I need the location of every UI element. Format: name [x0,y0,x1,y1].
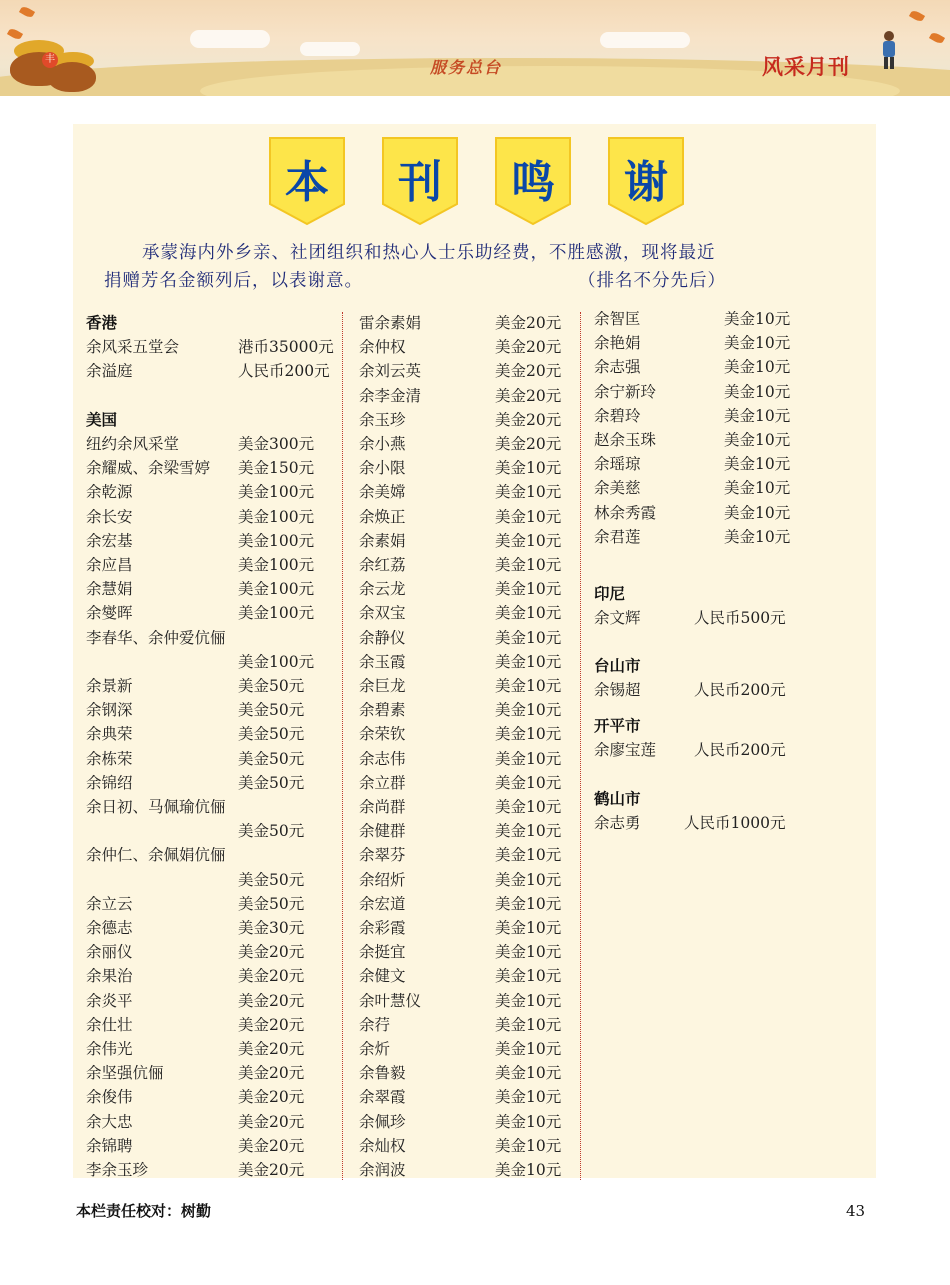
region-heading: 香港 [86,314,118,332]
donor-name: 余玉霞 [359,652,406,671]
donor-row [594,738,809,762]
donation-amount: 美金10元 [495,846,562,865]
donor-name: 余丽仪 [86,943,133,962]
donor-row [594,380,809,404]
donation-amount: 美金100元 [238,604,315,623]
region-heading: 印尼 [594,585,626,603]
donation-amount: 美金10元 [495,1136,562,1155]
donation-amount: 美金10元 [495,1161,562,1179]
title-char: 谢 [624,157,668,208]
donor-name: 余仕壮 [86,1015,133,1034]
donor-name: 余宏基 [86,531,133,550]
donor-name: 余灿权 [359,1136,406,1155]
donation-amount: 美金10元 [495,1064,562,1083]
donation-amount: 美金10元 [495,1015,562,1034]
donation-amount: 美金20元 [495,435,562,453]
donation-amount: 美金20元 [495,410,562,429]
header-banner [0,0,950,96]
donor-name: 余荣钦 [359,725,406,744]
title-tile [381,136,459,226]
donor-row [594,452,809,476]
column-divider [342,312,343,1180]
donor-row [86,843,336,867]
donation-amount: 美金10元 [724,527,791,546]
donation-amount: 美金20元 [238,1064,305,1083]
donor-row [359,747,574,771]
donor-row [359,529,574,553]
donor-row [359,722,574,746]
donor-row [359,1158,574,1182]
cloud-decoration [600,32,690,48]
donation-amount: 美金10元 [495,459,562,478]
donor-name: 余燮晖 [86,604,133,623]
donation-amount: 美金20元 [238,1136,305,1155]
donor-name: 雷余素娟 [359,314,422,332]
donation-amount: 美金10元 [495,1088,562,1107]
donor-row [86,892,336,916]
seal-icon: 丰 [42,52,58,68]
donor-row [359,964,574,988]
donation-amount: 人民币200元 [238,362,330,381]
donor-row [359,432,574,456]
donor-name: 余绍炘 [359,870,406,889]
donation-amount: 美金10元 [724,455,791,474]
donor-row [86,601,336,625]
donation-amount: 美金20元 [495,338,562,357]
donor-row [86,916,336,940]
donation-amount: 美金50元 [238,677,305,695]
donor-row [86,432,336,456]
donor-name: 余俊伟 [86,1088,133,1107]
ranking-note: （排名不分先后） [578,271,726,291]
donation-amount: 美金20元 [238,1015,305,1034]
donation-amount: 港币35000元 [238,338,334,357]
leaf-icon [909,9,925,23]
donor-row [86,698,336,722]
donation-amount: 美金20元 [238,991,305,1010]
donation-amount: 美金10元 [495,919,562,937]
donor-name: 余彩霞 [359,919,406,937]
donation-amount: 美金10元 [495,798,562,816]
donor-row [86,1037,336,1061]
title-tile [607,136,685,226]
donor-name: 林余秀霞 [594,503,657,522]
region-heading: 台山市 [594,657,641,675]
title-char: 鸣 [511,157,555,208]
donor-row [86,480,336,504]
donor-row [359,553,574,577]
donor-row [359,819,574,843]
region-heading: 开平市 [594,717,641,735]
donor-row [594,476,809,500]
donor-name: 余德志 [86,919,133,937]
donor-row [594,501,809,525]
donation-amount: 美金20元 [238,1040,305,1058]
donor-row [86,819,336,843]
donor-name: 余乾源 [86,483,133,502]
donor-name: 余瑶琼 [594,455,641,474]
donation-amount: 美金10元 [495,870,562,889]
donor-row [359,384,574,408]
donor-name: 余大忠 [86,1112,133,1131]
donor-row [359,771,574,795]
donation-amount: 美金10元 [495,507,562,526]
donor-row [86,1110,336,1134]
donation-amount: 美金10元 [724,406,791,425]
donor-row [359,505,574,529]
donor-row [359,1085,574,1109]
donation-amount: 人民币200元 [694,681,786,699]
donor-name: 余翠霞 [359,1088,406,1107]
donor-name: 余鲁毅 [359,1064,406,1083]
donor-name: 余君莲 [594,527,641,546]
cloud-decoration [190,30,270,48]
page-title [268,136,688,228]
donor-name: 余志强 [594,358,641,377]
donor-name: 余宁新玲 [594,382,657,401]
donor-name: 余钢深 [86,701,133,720]
leaf-icon [19,5,35,19]
donation-amount: 美金10元 [724,431,791,449]
donor-name: 余慧娟 [86,580,133,599]
farmer-illustration [878,30,900,70]
donor-name: 余荇 [359,1015,391,1034]
donation-amount: 美金10元 [724,310,791,328]
donor-name: 余健群 [359,822,406,841]
donor-name: 余刘云英 [359,362,422,381]
donor-name: 余果治 [86,967,133,986]
donor-name: 余炎平 [86,991,133,1010]
donation-amount: 美金20元 [495,386,562,405]
donation-amount: 美金10元 [495,991,562,1010]
magazine-title: 风采月刊 [762,54,850,79]
donor-row [86,868,336,892]
donation-amount: 美金100元 [238,556,315,574]
donor-row [86,795,336,819]
donor-name: 余景新 [86,677,133,695]
donor-name: 余耀威、余梁雪婷 [86,459,211,478]
donor-name: 余仲仁、余佩娟伉俪 [86,846,226,865]
donation-amount: 美金10元 [495,604,562,623]
donor-name: 余润波 [359,1161,406,1179]
donor-name: 余小限 [359,459,406,478]
donor-row [86,1013,336,1037]
donor-name: 余锦聘 [86,1136,133,1155]
section-title: 服务总台 [430,58,503,77]
donation-amount: 美金10元 [495,652,562,671]
donor-row [359,892,574,916]
donation-amount: 美金50元 [238,701,305,720]
donor-row [359,698,574,722]
donor-row [86,1061,336,1085]
donation-amount: 美金100元 [238,483,315,502]
donor-row [359,1134,574,1158]
donor-name: 余健文 [359,967,406,986]
donor-row [359,626,574,650]
donation-amount: 美金20元 [238,967,305,986]
donor-row [86,456,336,480]
donor-name: 余立云 [86,894,133,913]
donation-amount: 美金50元 [238,725,305,744]
donor-row [86,529,336,553]
donor-row [359,456,574,480]
donation-amount: 美金10元 [724,382,791,401]
donation-amount: 美金20元 [495,314,562,332]
donor-row [359,940,574,964]
donor-row [359,650,574,674]
donor-name: 余栋荣 [86,749,133,768]
donor-row [359,916,574,940]
donor-row [359,480,574,504]
donor-row [594,307,809,331]
donation-amount: 美金10元 [724,479,791,498]
donation-amount: 美金10元 [724,334,791,353]
donor-name: 余叶慧仪 [359,991,422,1010]
donation-amount: 美金10元 [495,967,562,986]
donor-name: 余素娟 [359,531,406,550]
donor-name: 余溢庭 [86,362,133,381]
donor-name: 余廖宝莲 [594,741,657,759]
donation-amount: 美金10元 [495,628,562,647]
donor-row [359,601,574,625]
donor-row [86,964,336,988]
donor-row [86,505,336,529]
donor-name: 余美慈 [594,479,641,498]
donor-row [359,359,574,383]
region-heading: 美国 [86,410,118,429]
donor-row [86,1085,336,1109]
donor-name: 余双宝 [359,604,406,623]
donor-row [594,355,809,379]
donor-name: 余风采五堂会 [86,338,180,357]
donor-row [86,747,336,771]
donation-amount: 美金10元 [495,556,562,574]
donation-amount: 美金10元 [495,677,562,695]
donor-row [86,1134,336,1158]
donor-row [359,408,574,432]
donor-name: 余志伟 [359,749,406,768]
donor-name: 余佩珍 [359,1112,406,1131]
donation-amount: 美金100元 [238,507,315,526]
donor-row [359,868,574,892]
donation-amount: 美金10元 [495,943,562,962]
donor-row [86,359,336,383]
donor-row [359,311,574,335]
donor-name: 赵余玉珠 [594,431,657,449]
donation-amount: 美金300元 [238,435,315,453]
donor-row [594,331,809,355]
donation-amount: 人民币1000元 [684,814,786,832]
leaf-icon [929,31,945,45]
donor-name: 余艳娟 [594,334,641,353]
donor-row [594,811,809,835]
donation-amount: 美金10元 [495,701,562,720]
donor-row [359,843,574,867]
donor-row [594,404,809,428]
donor-name: 余伟光 [86,1040,133,1058]
donor-row [86,722,336,746]
donor-row [594,606,809,630]
donor-name: 余日初、马佩瑜伉俪 [86,798,226,816]
donor-name: 余红荔 [359,556,406,574]
donor-name: 李余玉珍 [86,1161,149,1179]
cloud-decoration [300,42,360,56]
donor-row [359,1110,574,1134]
donation-amount: 美金100元 [238,580,315,599]
donation-amount: 美金100元 [238,652,315,671]
donor-name: 余智匡 [594,310,641,328]
donor-row [594,525,809,549]
column-divider [580,312,581,1180]
donation-amount: 美金20元 [238,1088,305,1107]
donor-name: 余炘 [359,1040,391,1058]
donor-row [86,650,336,674]
donor-name: 余碧玲 [594,406,641,425]
donor-row [86,335,336,359]
title-tile [494,136,572,226]
donor-row [86,940,336,964]
donor-name: 余锡超 [594,681,641,699]
donor-name: 余挺宜 [359,943,406,962]
donation-amount: 美金10元 [495,1040,562,1058]
title-char: 本 [285,157,329,208]
donation-amount: 美金20元 [238,1112,305,1131]
proofreader-note: 本栏责任校对：树勤 [76,1202,212,1220]
donation-amount: 美金50元 [238,894,305,913]
donor-name: 余玉珍 [359,410,406,429]
donor-row [86,577,336,601]
donor-row [86,771,336,795]
title-char: 刊 [398,157,442,208]
donor-row [359,1013,574,1037]
donation-amount: 美金20元 [238,943,305,962]
donor-row [86,989,336,1013]
donation-amount: 美金10元 [495,725,562,744]
donor-name: 余美嫦 [359,483,406,502]
donation-amount: 美金10元 [495,1112,562,1131]
donor-name: 余巨龙 [359,677,406,695]
donor-row [594,428,809,452]
donor-row [359,795,574,819]
donor-name: 余志勇 [594,814,641,832]
donor-name: 余长安 [86,507,133,526]
donation-amount: 美金150元 [238,459,315,478]
donor-name: 余立群 [359,773,406,792]
donation-amount: 美金10元 [724,503,791,522]
donor-name: 余静仪 [359,628,406,647]
donation-amount: 美金10元 [495,531,562,550]
donor-name: 余尚群 [359,798,406,816]
donation-amount: 美金50元 [238,870,305,889]
intro-line: 捐赠芳名金额列后，以表谢意。 [104,271,363,291]
donation-amount: 美金10元 [495,773,562,792]
donation-amount: 美金30元 [238,919,305,937]
donor-row [359,989,574,1013]
donation-amount: 美金10元 [495,483,562,502]
donation-amount: 美金10元 [495,822,562,841]
donor-name: 余小燕 [359,435,406,453]
page-number: 43 [846,1202,866,1220]
donor-name: 余应昌 [86,556,133,574]
donor-name: 余宏道 [359,894,406,913]
donor-row [86,626,336,650]
donor-name: 余仲权 [359,338,406,357]
donor-name: 余典荣 [86,725,133,744]
donation-amount: 美金10元 [724,358,791,377]
donor-name: 余碧素 [359,701,406,720]
donation-amount: 美金10元 [495,580,562,599]
donor-row [359,1061,574,1085]
donor-name: 李春华、余仲爱伉俪 [86,628,226,647]
donation-amount: 人民币200元 [694,741,786,759]
donor-name: 余焕正 [359,507,406,526]
donor-name: 余李金清 [359,386,422,405]
donor-row [359,335,574,359]
donation-amount: 美金100元 [238,531,315,550]
donation-amount: 人民币500元 [694,609,786,627]
donor-row [359,674,574,698]
donor-row [359,1037,574,1061]
donor-name: 余云龙 [359,580,406,599]
region-heading: 鹤山市 [594,790,641,808]
donor-row [594,678,809,702]
donation-amount: 美金10元 [495,894,562,913]
donation-amount: 美金20元 [238,1161,305,1179]
donor-row [86,1158,336,1182]
donor-row [359,577,574,601]
donation-amount: 美金50元 [238,773,305,792]
donor-name: 余文辉 [594,609,641,627]
donation-amount: 美金50元 [238,749,305,768]
donor-row [86,553,336,577]
donation-amount: 美金10元 [495,749,562,768]
donor-name: 纽约余风采堂 [86,435,180,453]
title-tile [268,136,346,226]
intro-line: 承蒙海内外乡亲、社团组织和热心人士乐助经费，不胜感激，现将最近 [142,243,716,263]
donor-row [86,674,336,698]
donor-name: 余翠芬 [359,846,406,865]
donation-amount: 美金20元 [495,362,562,381]
donor-name: 余坚强伉俪 [86,1064,164,1083]
donor-name: 余锦绍 [86,773,133,792]
donation-amount: 美金50元 [238,822,305,841]
